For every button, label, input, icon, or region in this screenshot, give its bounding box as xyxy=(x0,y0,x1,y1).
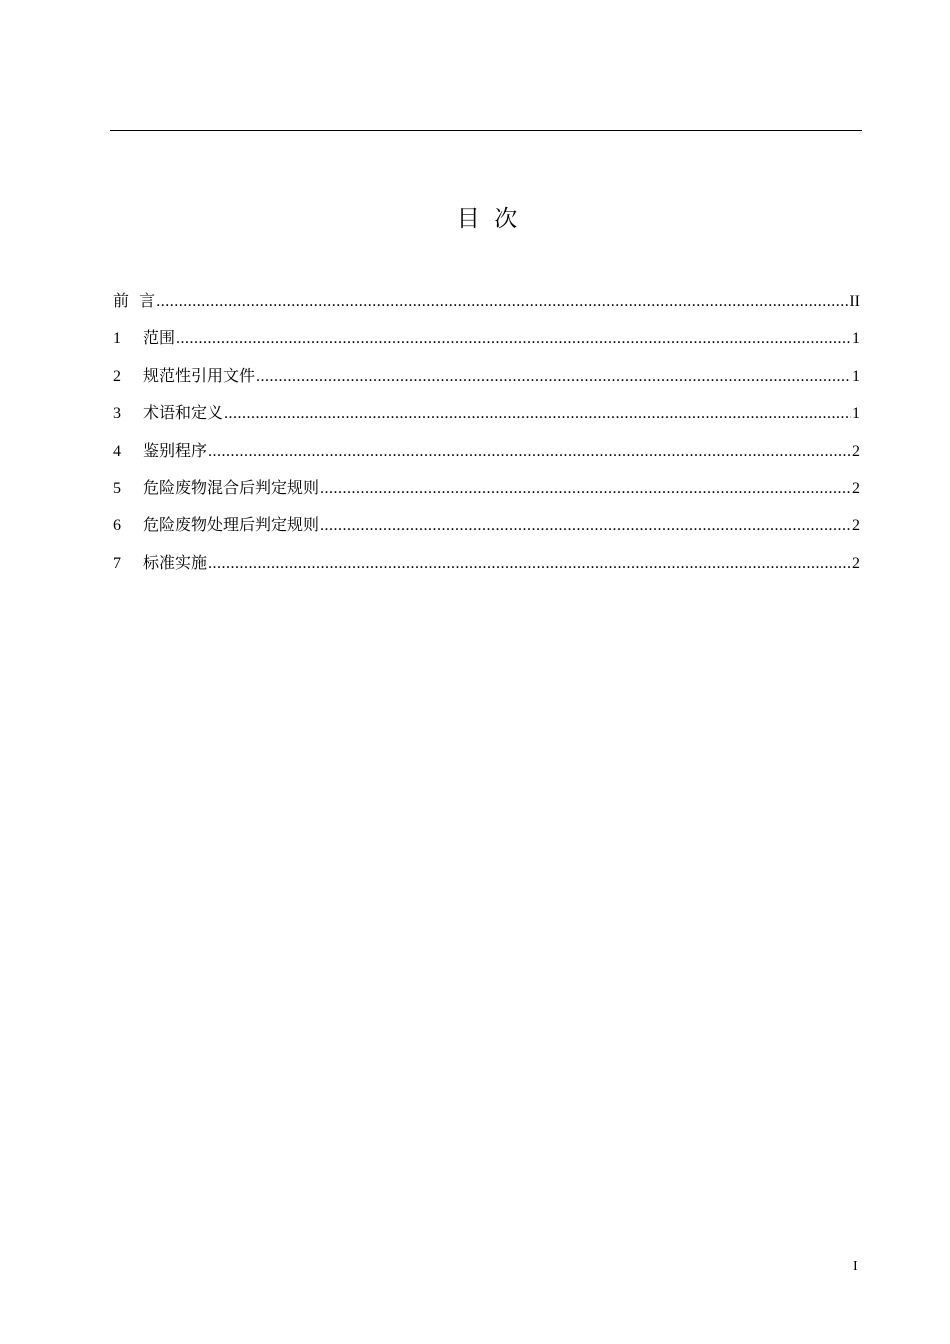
toc-leader-dots xyxy=(176,326,851,352)
toc-entry-preface[interactable] xyxy=(113,288,860,325)
toc-entry-number: 6 xyxy=(113,517,121,535)
toc-entry-2[interactable] xyxy=(113,363,860,400)
toc-entry-label: 规范性引用文件 xyxy=(143,365,256,385)
toc-entry-label: 危险废物混合后判定规则 xyxy=(143,477,320,497)
toc-entry-label: 鉴别程序 xyxy=(143,440,208,460)
toc-entry-7[interactable] xyxy=(113,550,860,587)
toc-title: 目 次 xyxy=(456,206,518,232)
toc-entry-page: 2 xyxy=(852,517,860,535)
toc-entry-page: II xyxy=(849,293,860,310)
toc-leader-dots xyxy=(156,289,848,315)
toc-entry-label: 危险废物处理后判定规则 xyxy=(143,515,320,535)
toc-leader-dots xyxy=(320,513,851,539)
toc-entry-page: 1 xyxy=(852,367,860,385)
toc-entry-number: 7 xyxy=(113,554,121,572)
toc-entry-label: 前 言 xyxy=(113,291,156,310)
toc-entry-1[interactable] xyxy=(113,325,860,362)
toc-entry-label: 术语和定义 xyxy=(143,403,224,423)
toc-entry-label: 范围 xyxy=(143,328,176,348)
toc-entry-6[interactable] xyxy=(113,512,860,549)
toc-entry-number: 3 xyxy=(113,405,121,423)
toc-entry-page: 1 xyxy=(852,330,860,348)
toc-entry-label: 标准实施 xyxy=(143,552,208,572)
toc-leader-dots xyxy=(224,401,851,427)
toc-entry-number: 4 xyxy=(113,442,121,460)
toc-entry-page: 2 xyxy=(852,479,860,497)
toc-entry-page: 2 xyxy=(852,442,860,460)
toc-leader-dots xyxy=(208,439,851,465)
page-number: I xyxy=(853,1259,858,1274)
toc-entry-page: 2 xyxy=(852,554,860,572)
toc-list xyxy=(113,288,860,587)
toc-leader-dots xyxy=(256,364,851,390)
toc-entry-number: 1 xyxy=(113,330,121,348)
header-rule xyxy=(110,130,862,131)
toc-leader-dots xyxy=(320,476,851,502)
toc-entry-3[interactable] xyxy=(113,400,860,437)
toc-entry-4[interactable] xyxy=(113,438,860,475)
toc-entry-5[interactable] xyxy=(113,475,860,512)
toc-entry-number: 2 xyxy=(113,367,121,385)
toc-entry-page: 1 xyxy=(852,405,860,423)
toc-entry-number: 5 xyxy=(113,479,121,497)
toc-leader-dots xyxy=(208,551,851,577)
